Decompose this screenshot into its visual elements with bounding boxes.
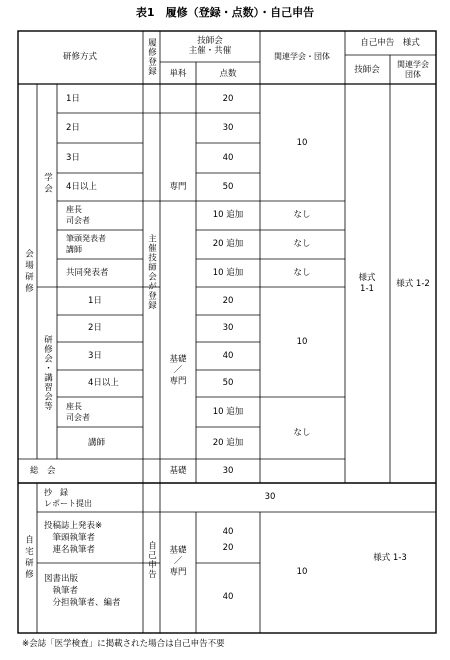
gakkai-row-3: 3日 [66,153,80,163]
header-gishikai: 技師会 [354,65,380,75]
points-kenshu-lecturer: 20 追加 [212,438,244,448]
senmon-label: 専門 [169,182,187,192]
shoroku-points: 30 [264,492,276,502]
kenshu-row-chair: 座長 司会者 [66,402,90,422]
home-kiso-senmon: 基礎 ／ 専門 [169,545,187,578]
related-kenshu-days: 10 [296,337,308,347]
header-cosponsor: 技師会 主催・共催 [188,36,232,56]
shusai-registration-label: 主催技師会が登録 [146,234,157,310]
kiso-senmon-label: 基礎 ／ 専門 [169,354,187,387]
points-kenshu-4: 50 [222,378,234,388]
points-gakkai-copresenter: 10 追加 [212,268,244,278]
home-training-label: 自宅研修 [23,535,34,581]
sokai-label: 総 会 [30,466,56,476]
shoroku-label: 抄 録 レポート提出 [44,488,92,508]
format-1-1: 様式 1-1 [358,273,376,294]
self-report-label: 自己申告 [146,541,157,579]
header-related-society: 関連学会 団体 [397,60,429,79]
kenshukai-label: 研修会・講習会等 [42,335,53,411]
gakkai-row-2: 2日 [66,123,80,133]
gakkai-label: 学会 [42,172,53,196]
gakkai-row-copresenter: 共同発表者 [66,268,109,278]
kenshu-row-1: 1日 [88,296,102,306]
header-self-report-format: 自己申告 様式 [360,38,420,48]
points-gakkai-3: 40 [222,153,234,163]
related-kenshu-nashi: なし [293,428,311,438]
sokai-points: 30 [222,466,234,476]
related-copresenter-nashi: なし [293,268,311,278]
related-gakkai-days: 10 [296,138,308,148]
related-presenter-nashi: なし [293,239,311,249]
points-gakkai-4: 50 [222,182,234,192]
points-gakkai-presenter: 20 追加 [212,239,244,249]
kenshu-row-3: 3日 [88,351,102,361]
points-gakkai-chair: 10 追加 [212,210,244,220]
gakkai-row-4: 4日以上 [66,182,97,192]
toko-points-joint: 20 [222,543,234,553]
tosho-label: 図書出版 執筆者 分担執筆者、編者 [44,574,121,608]
footnote: ※会誌「医学検査」に掲載された場合は自己申告不要 [22,639,225,649]
sokai-type: 基礎 [169,466,187,476]
points-gakkai-1: 20 [222,94,234,104]
table-title: 表1 履修（登録・点数）・自己申告 [135,6,315,19]
kenshu-row-lecturer: 講師 [88,438,106,448]
header-registration: 履修登録 [146,38,157,76]
points-gakkai-2: 30 [222,123,234,133]
header-method: 研修方式 [62,52,98,62]
header-credit-type: 単科 [169,69,187,79]
venue-training-label: 会場研修 [23,249,34,295]
gakkai-row-chair: 座長 司会者 [66,205,90,225]
toko-points-first: 40 [222,527,234,537]
related-chair-nashi: なし [293,210,311,220]
format-1-3: 様式 1-3 [373,553,407,563]
points-kenshu-2: 30 [222,323,234,333]
home-related: 10 [296,567,308,577]
gakkai-row-presenter: 筆頭発表者 講師 [66,234,106,254]
header-related: 関連学会・団体 [274,52,330,61]
points-kenshu-3: 40 [222,351,234,361]
kenshu-row-2: 2日 [88,323,102,333]
kenshu-row-4: 4日以上 [88,378,119,388]
gakkai-row-1: 1日 [66,94,80,104]
header-points: 点数 [219,69,237,79]
tosho-points: 40 [222,592,234,602]
points-kenshu-1: 20 [222,296,234,306]
format-1-2: 様式 1-2 [396,279,430,289]
toko-label: 投稿誌上発表※ 筆頭執筆者 連名執筆者 [44,521,103,555]
points-kenshu-chair: 10 追加 [212,407,244,417]
